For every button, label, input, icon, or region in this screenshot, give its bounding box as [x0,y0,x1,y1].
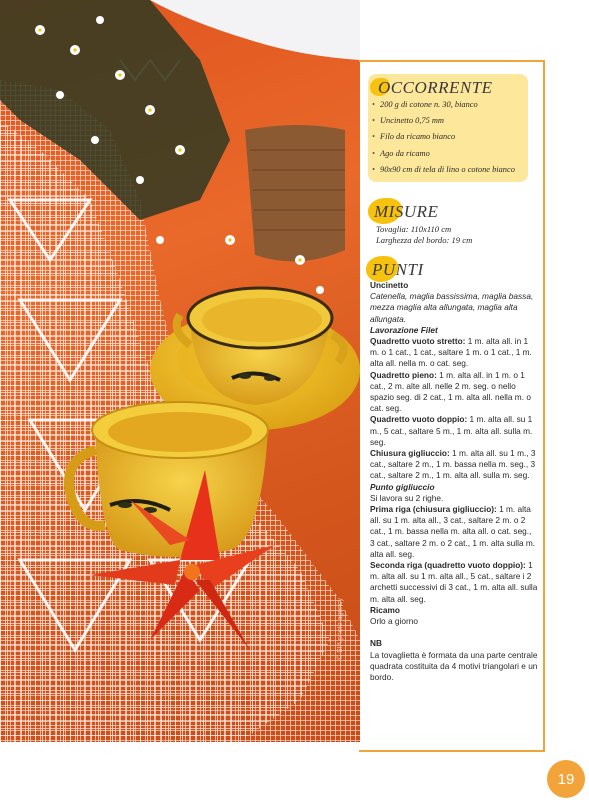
measure-line: Tovaglia: 110x110 cm [376,224,452,234]
stitches-text [370,280,538,683]
definition: 1 m. alta all. su 1 m. alta all., 3 cat., saltare 2 m. o 2 cat., 1 m. bassa nella m. alta all. o cat. seg., 3 cat., saltare 2 m. o 2 cat., 1 m. alta sulla m. alta all. seg. [370,504,536,559]
paragraph [370,560,538,605]
term: Chiusura gigliuccio: [370,448,450,459]
list-item: • 90x90 cm di tela di lino o cotone bianco [372,165,528,174]
list-item: • Filo da ricamo bianco [372,132,528,141]
paragraph: La tovaglietta è formata da una parte centrale quadrata costituita da 4 motivi triangolari e un bordo. [370,649,538,682]
term: Prima riga (chiusura gigliuccio): [370,504,497,515]
term: Quadretto pieno: [370,369,437,380]
paragraph [370,448,538,482]
subheading: NB [370,638,382,649]
page-number: 19 [547,760,585,798]
stitches-title: PUNTI [372,260,424,279]
subheading: Ricamo [370,604,400,615]
term: Quadretto vuoto doppio: [370,414,468,425]
definition: 1 m. alta all. su 1 m., 5 cat., saltare 5 m., 1 m. alta all. sulla m. seg. [370,414,533,447]
photo-credit: © SIA photo agency [337,598,344,660]
paragraph [370,414,538,448]
definition: 1 m. alta all. in 1 m. o 1 cat., 2 m. alte all. nelle 2 m. seg. o nello spazio seg. di 2 cat., 1 m. alta all. nella m. o cat. seg. [370,369,531,414]
list-item: • Ago da ricamo [372,149,528,158]
measures-title: MISURE [374,202,439,221]
paragraph [370,336,538,370]
measure-line: Larghezza del bordo: 19 cm [376,235,473,245]
wicker-basket [245,125,345,261]
term: Seconda riga (quadretto vuoto doppio): [370,560,526,571]
paragraph: Catenella, maglia bassissima, maglia bassa, mezza maglia alta allungata, maglia alta allungata. [370,291,534,324]
materials-list [372,100,528,181]
term: Quadretto vuoto stretto: [370,336,466,347]
definition: 1 m. alta all. in 1 m. o 1 cat., 1 cat., saltare 1 m. o 1 cat., 1 m. alta all. nella m. o cat. seg. [370,336,532,369]
definition: 1 m. alta all. su 1 m., 3 cat., saltare 2 m., 1 m. bassa nella m. seg., 3 cat., saltare 2 m., 1 m. alta all. sulla m. seg. [370,448,536,481]
materials-title: OCCORRENTE [378,78,493,97]
list-item: • 200 g di cotone n. 30, bianco [372,100,528,109]
paragraph [370,370,538,415]
paragraph: Orlo a giorno [370,616,418,627]
paragraph: Si lavora su 2 righe. [370,492,444,503]
subheading: Lavorazione Filet [370,324,438,335]
measures-text [376,224,536,246]
list-item: • Uncinetto 0,75 mm [372,116,528,125]
paragraph [370,504,538,560]
subheading: Uncinetto [370,280,409,290]
subheading: Punto gigliuccio [370,481,435,492]
definition: 1 m. alta all. su 1 m. alta all., 5 cat., saltare i 2 archetti successivi di 3 cat., 1 m. alta all. sulla m. alta all. seg. [370,560,538,604]
